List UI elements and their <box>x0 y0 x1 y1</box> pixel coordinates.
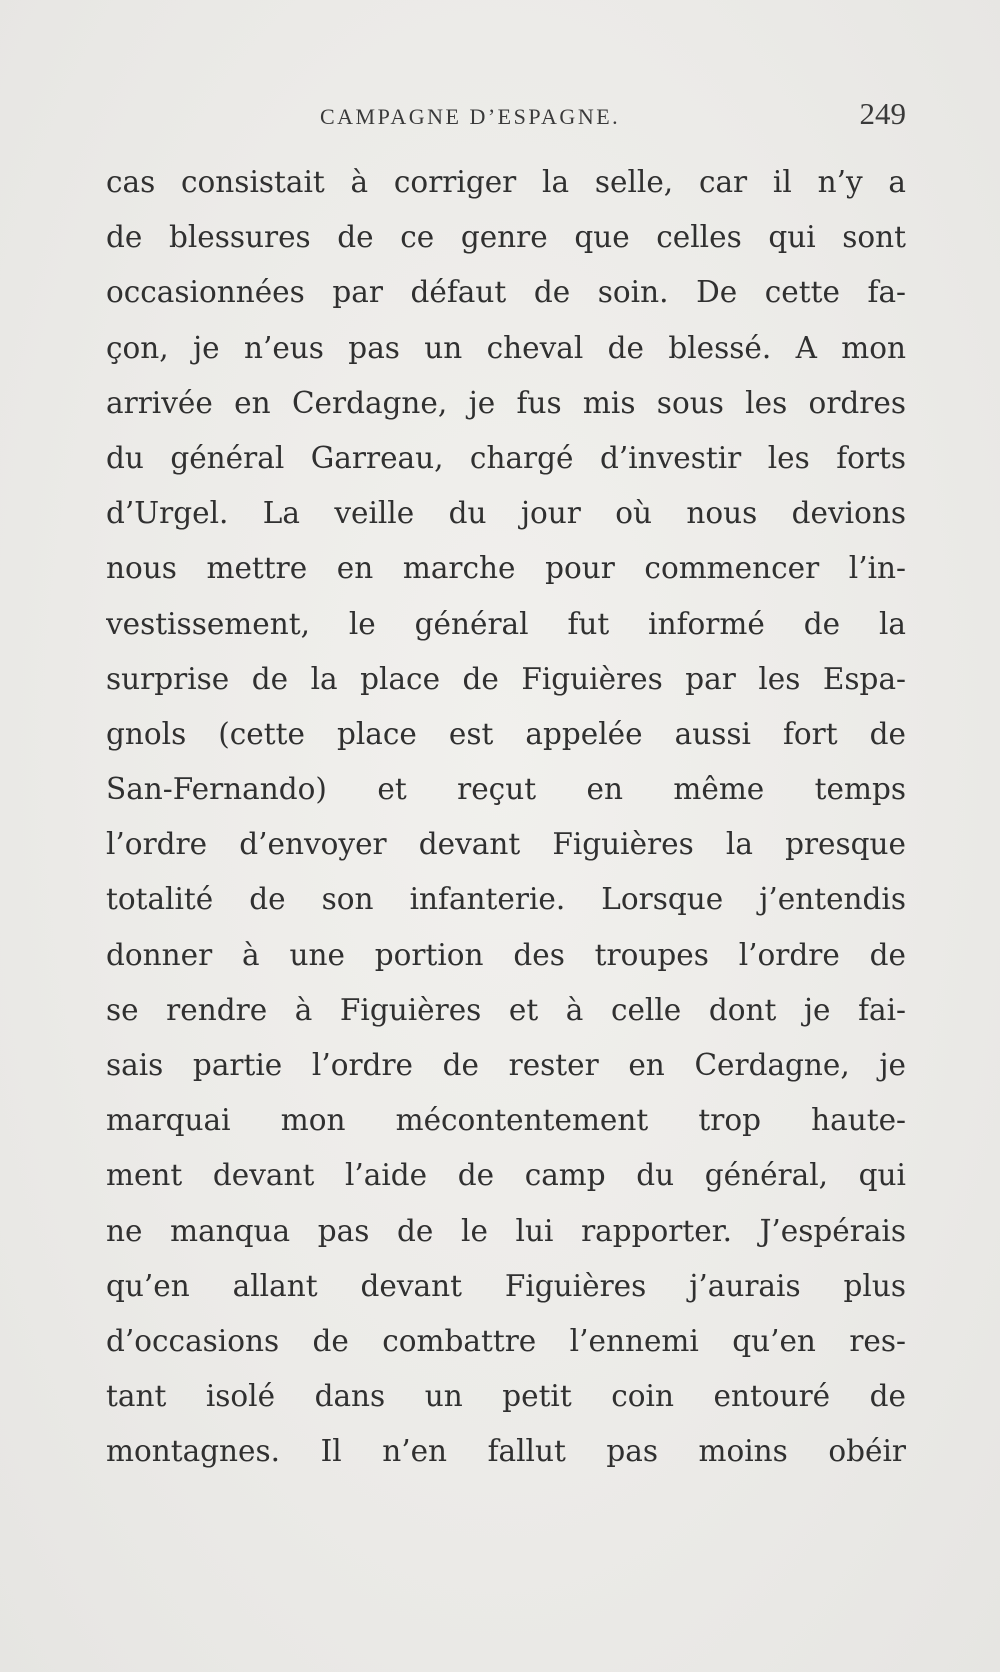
text-line: nous mettre en marche pour commencer l’in- <box>106 551 906 586</box>
text-line: vestissement, le général fut informé de la <box>106 606 906 641</box>
text-line: qu’en allant devant Figuières j’aurais plus <box>106 1268 906 1303</box>
text-line: gnols (cette place est appelée aussi fort de <box>106 716 906 751</box>
text-line: d’occasions de combattre l’ennemi qu’en res- <box>106 1323 906 1358</box>
text-line: San-Fernando) et reçut en même temps <box>106 772 906 807</box>
text-line: surprise de la place de Figuières par les Espa- <box>106 661 906 696</box>
text-line: occasionnées par défaut de soin. De cette fa- <box>106 275 906 310</box>
running-title: CAMPAGNE D’ESPAGNE. <box>320 104 621 129</box>
text-line: tant isolé dans un petit coin entouré de <box>106 1379 906 1414</box>
text-line: totalité de son infanterie. Lorsque j’entendis <box>106 882 906 917</box>
text-line: ment devant l’aide de camp du général, qui <box>106 1158 906 1193</box>
text-line: arrivée en Cerdagne, je fus mis sous les ordres <box>106 385 906 420</box>
body-text <box>106 155 906 1480</box>
text-line: d’Urgel. La veille du jour où nous devions <box>106 496 906 531</box>
text-line: de blessures de ce genre que celles qui sont <box>106 220 906 255</box>
page-number: 249 <box>859 96 906 131</box>
text-line: cas consistait à corriger la selle, car il n’y a <box>106 165 906 199</box>
text-line: sais partie l’ordre de rester en Cerdagne, je <box>106 1048 906 1082</box>
running-head <box>0 96 1000 136</box>
text-line: l’ordre d’envoyer devant Figuières la presque <box>106 827 906 862</box>
text-line: montagnes. Il n’en fallut pas moins obéir <box>106 1434 906 1469</box>
text-line: çon, je n’eus pas un cheval de blessé. A mon <box>106 330 906 365</box>
text-line: donner à une portion des troupes l’ordre de <box>106 937 906 972</box>
text-line: du général Garreau, chargé d’investir les forts <box>106 440 906 475</box>
text-line: se rendre à Figuières et à celle dont je fai- <box>106 992 906 1027</box>
text-line: marquai mon mécontentement trop haute- <box>106 1103 906 1138</box>
text-line: ne manqua pas de le lui rapporter. J’espérais <box>106 1213 906 1248</box>
